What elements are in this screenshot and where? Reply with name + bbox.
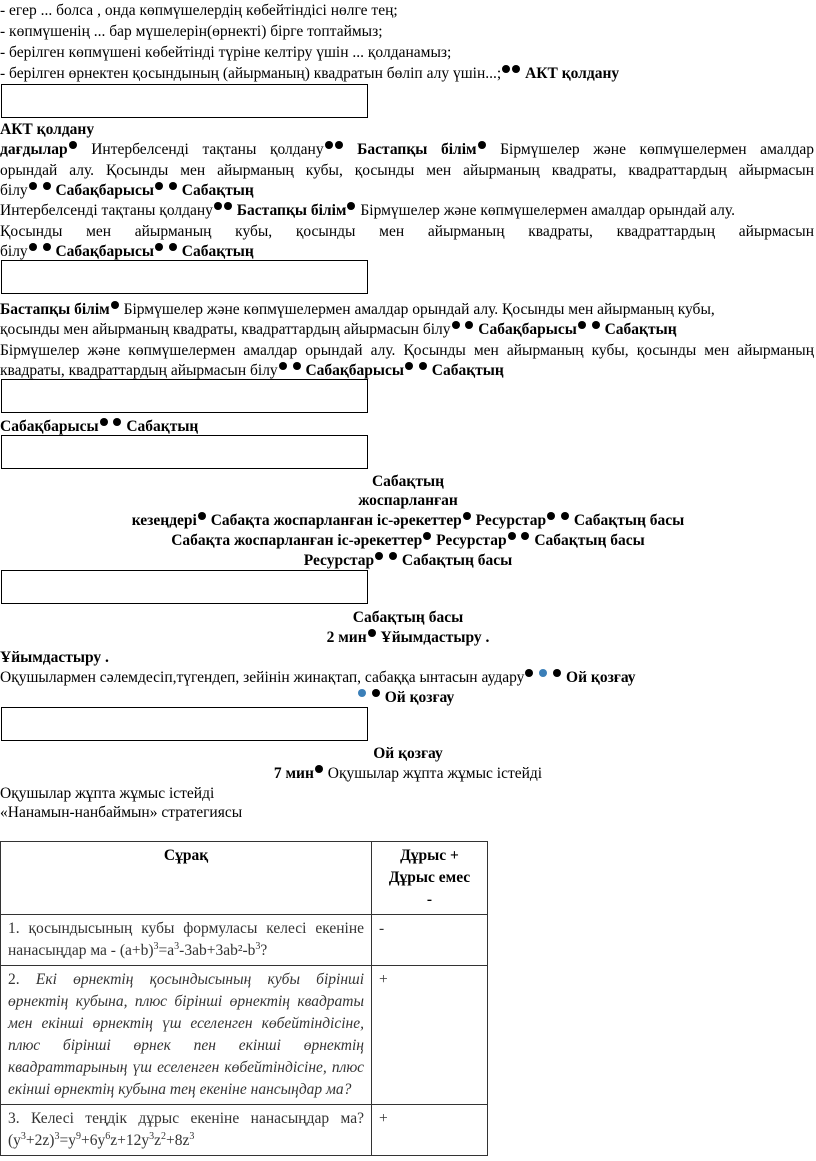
- empty-box: [1, 379, 368, 413]
- bullet-icon: [279, 362, 287, 370]
- bullet-icon: [578, 321, 586, 329]
- intro-line-4-text: - берілген өрнектен қосындының (айырманың) квадратын бөліп алу үшін...;: [0, 65, 502, 82]
- sabaktyn-basy-label: Сабақтың басы: [573, 512, 685, 529]
- empty-box: [1, 84, 368, 118]
- sabaktyn-label: Сабақтың: [431, 362, 504, 379]
- table-header-row: [1, 842, 488, 915]
- line-d2: [0, 361, 816, 381]
- bullet-icon: [525, 669, 533, 677]
- oi-heading: Ой қозғау: [373, 745, 443, 762]
- header-question: Сұрақ: [1, 842, 372, 915]
- bullet-icon: [29, 243, 37, 251]
- sup: 3: [174, 940, 180, 952]
- sup: 3: [20, 1130, 26, 1142]
- bullet-icon: [155, 243, 163, 251]
- interactive-text: Интербелсенді тақтаны қолдану: [91, 141, 324, 158]
- header-answer-line-2: Дұрыс емес: [388, 869, 471, 886]
- intro-line-3: - берілген көпмүшені көбейтінді түріне келтіру үшін ... қолданамыз;: [0, 44, 452, 61]
- pair-work-text: Оқушылар жұпта жұмыс істейді: [327, 765, 543, 782]
- line-b2: Қосынды мен айырманың кубы, қосынды мен айырманың квадраты, квадраттардың айырмасын: [0, 223, 814, 240]
- quiz-table: [0, 841, 488, 1156]
- intro-line-4: [0, 64, 816, 84]
- sabak-barysy-label: Сабақбарысы: [0, 418, 99, 435]
- sabaktyn-label: Сабақтың: [181, 243, 254, 260]
- interactive-text: Интербелсенді тақтаны қолдану: [0, 202, 213, 219]
- bullet-icon: [521, 532, 529, 540]
- bullet-icon: [347, 202, 355, 210]
- empty-box: [1, 707, 368, 741]
- line-b3: [0, 242, 816, 262]
- q1-text: -3ab+3ab²-b: [179, 942, 256, 959]
- sabaktyn-label: Сабақтың: [181, 182, 254, 199]
- pair-work-line: Оқушылар жұпта жұмыс істейді: [0, 785, 215, 802]
- dagdylar-label: дағдылар: [0, 141, 68, 158]
- table-row: [1, 915, 488, 966]
- bullet-icon: [508, 532, 516, 540]
- sup: 9: [75, 1130, 81, 1142]
- q2-number: 2.: [8, 971, 20, 988]
- bullet-icon: [512, 65, 520, 73]
- table-row: [1, 966, 488, 1105]
- bullet-icon: [553, 669, 561, 677]
- interactive-line: [0, 201, 816, 221]
- bullet-icon: [224, 202, 232, 210]
- empty-box: [1, 435, 368, 469]
- sabakta-jos-label: Сабақта жоспарланған іс-әрекеттер: [210, 512, 462, 529]
- plan-heading-3: [0, 511, 816, 531]
- bastapky-label: Бастапқы білім: [357, 141, 477, 158]
- resurstar-label: Ресурстар: [303, 552, 375, 569]
- sabaktyn-label: Сабақтың: [126, 418, 199, 435]
- bullet-icon: [502, 65, 510, 73]
- bullet-icon: [169, 182, 177, 190]
- oi-qozgau-label: Ой қозғау: [566, 669, 636, 686]
- q1-text: ?: [260, 942, 268, 959]
- intro-line-1: - егер ... болса , онда көпмүшелердің көбейтіндісі нөлге тең;: [0, 2, 398, 19]
- bullet-icon: [111, 301, 119, 309]
- sabakta-jos-label: Сабақта жоспарланған іс-әрекеттер: [171, 532, 423, 549]
- bastapky-label: Бастапқы білім: [236, 202, 347, 219]
- line-c1: [0, 300, 816, 320]
- resurstar-label: Ресурстар: [475, 512, 547, 529]
- sup: 6: [105, 1130, 111, 1142]
- greeting-text: Оқушылармен сәлемдесіп,түгендеп, зейінін жинақтап, сабаққа ынтасын аудару: [0, 669, 525, 686]
- bullet-icon: [478, 141, 486, 149]
- line-d1: Бірмүшелер және көпмүшелермен амалдар орындай алу. Қосынды мен айырманың кубы, қосынды мен айырманың: [0, 342, 814, 359]
- greeting-line: [0, 668, 816, 688]
- sabaktyn-basy-label: Сабақтың басы: [534, 532, 645, 549]
- strategy-line: «Нанамын-нанбаймын» стратегиясы: [0, 804, 243, 821]
- line-c2-text: қосынды мен айырманың квадраты, квадраттардың айырмасын білу: [0, 321, 451, 338]
- bullet-icon: [29, 182, 37, 190]
- bullet-icon: [358, 689, 366, 697]
- kezenderi-label: кезеңдері: [131, 512, 197, 529]
- q1-text: =a: [158, 942, 175, 959]
- bullet-icon: [419, 362, 427, 370]
- question-cell: [1, 1105, 372, 1156]
- bullet-icon: [375, 552, 383, 560]
- oi-line: [357, 688, 816, 708]
- sup: 3: [189, 1130, 195, 1142]
- line-d2-text: квадраты, квадраттардың айырмасын білу: [0, 362, 278, 379]
- q3-text: +8z: [165, 1132, 190, 1149]
- bullet-icon: [198, 512, 206, 520]
- q3-text: z+12y: [110, 1132, 150, 1149]
- answer-cell: +: [372, 966, 488, 1105]
- seven-min-line: [0, 764, 816, 784]
- sabak-barysy-label: Сабақбарысы: [55, 182, 155, 199]
- sabaktyn-basy-label: Сабақтың басы: [401, 552, 513, 569]
- bullet-icon: [315, 765, 323, 773]
- bullet-icon: [155, 182, 163, 190]
- resurstar-label: Ресурстар: [436, 532, 507, 549]
- sup: 3: [54, 1130, 60, 1142]
- answer-cell: +: [372, 1105, 488, 1156]
- bullet-icon: [69, 141, 77, 149]
- bullet-icon: [372, 689, 380, 697]
- org-heading: Ұйымдастыру .: [0, 649, 109, 666]
- empty-box: [1, 260, 368, 294]
- plan-heading-4: [0, 531, 816, 551]
- sabak-barysy-label: Сабақбарысы: [55, 243, 155, 260]
- bullet-icon: [452, 321, 460, 329]
- answer-cell: -: [372, 915, 488, 966]
- plan-heading-2: жоспарланған: [358, 492, 458, 509]
- bullet-icon: [423, 532, 431, 540]
- bullet-icon: [561, 512, 569, 520]
- bilu-text: білу: [0, 243, 28, 260]
- bullet-icon: [113, 418, 121, 426]
- bullet-icon: [335, 141, 343, 149]
- bullet-icon: [592, 321, 600, 329]
- bullet-icon: [293, 362, 301, 370]
- plan-heading-5: [0, 551, 816, 571]
- q3-text: +6y: [80, 1132, 106, 1149]
- akt-heading: АКТ қолдану: [0, 121, 95, 138]
- bullet-icon: [325, 141, 333, 149]
- bullet-icon: [43, 182, 51, 190]
- line-c2: [0, 320, 816, 340]
- barysy-line: [0, 417, 816, 437]
- bullet-icon: [463, 512, 471, 520]
- oi-qozgau-label: Ой қозғау: [384, 689, 455, 706]
- bullet-icon: [405, 362, 413, 370]
- sup: 3: [255, 940, 261, 952]
- bastapky-label: Бастапқы білім: [0, 301, 110, 318]
- sabak-barysy-label: Сабақбарысы: [305, 362, 405, 379]
- sabaktyn-label: Сабақтың: [604, 321, 677, 338]
- two-min-label: 2 мин: [326, 629, 367, 646]
- seven-min-label: 7 мин: [273, 765, 314, 782]
- question-cell: [1, 966, 372, 1105]
- header-answer-line-1: Дұрыс +: [400, 847, 459, 864]
- q1-text: 1. қосындысының кубы формуласы келесі екеніне нанасыңдар ма - (a+b): [8, 920, 364, 959]
- bullet-icon: [389, 552, 397, 560]
- header-answer-line-3: -: [426, 891, 433, 908]
- q3-text: z: [154, 1132, 161, 1149]
- bullet-icon: [169, 243, 177, 251]
- q3-text: 3. Келесі теңдік дұрыс екеніне нанасыңдар ма?(y: [8, 1110, 364, 1149]
- intro-line-2: - көпмүшенің ... бар мүшелерін(өрнекті) бірге топтаймыз;: [0, 23, 383, 40]
- start-heading: Сабақтың басы: [352, 609, 464, 626]
- bullet-icon: [368, 629, 376, 637]
- bastapky-text: Бірмүшелер және көпмүшелермен амалдар: [500, 141, 815, 158]
- q2-text: Екі өрнектің қосындысының кубы бірінші өрнектің кубына, плюс бірінші өрнектің квадраты мен екінші өрнектің үш еселенген көбейтіндісіне, плюс бірінші өрнек пен екінші өрнектің квадраттарының үш еселенген көбейтіндісіне, плюс екінші өрнектің кубына тең екеніне нансыңдар ма?: [8, 971, 365, 1098]
- bullet-icon: [43, 243, 51, 251]
- header-answer: [372, 842, 488, 915]
- bullet-icon: [547, 512, 555, 520]
- uiymdastyru-label: Ұйымдастыру .: [380, 629, 490, 646]
- line-c1-text: Бірмүшелер және көпмүшелермен амалдар орындай алу. Қосынды мен айырманың кубы,: [123, 301, 715, 318]
- sup: 3: [153, 940, 159, 952]
- bullet-icon: [214, 202, 222, 210]
- skills-line-2: орындай алу. Қосынды мен айырманың кубы, қосынды мен айырманың квадраты, квадраттардың айырмасын: [0, 162, 814, 179]
- skills-line-1: [0, 140, 814, 160]
- sabak-barysy-label: Сабақбарысы: [478, 321, 577, 338]
- plan-heading-1: Сабақтың: [371, 473, 445, 490]
- sup: 2: [160, 1130, 166, 1142]
- bullet-icon: [539, 669, 547, 677]
- bullet-icon: [465, 321, 473, 329]
- akt-label: АКТ қолдану: [525, 65, 620, 82]
- empty-box: [1, 570, 368, 604]
- q3-text: =y: [59, 1132, 76, 1149]
- bullet-icon: [100, 418, 108, 426]
- table-row: [1, 1105, 488, 1156]
- line-b1: Бірмүшелер және көпмүшелермен амалдар орындай алу.: [360, 202, 735, 219]
- skills-line-3: [0, 181, 816, 201]
- two-min-line: [0, 628, 816, 648]
- bilu-text: білу: [0, 182, 28, 199]
- q3-text: +2z): [25, 1132, 55, 1149]
- sup: 3: [149, 1130, 155, 1142]
- question-cell: [1, 915, 372, 966]
